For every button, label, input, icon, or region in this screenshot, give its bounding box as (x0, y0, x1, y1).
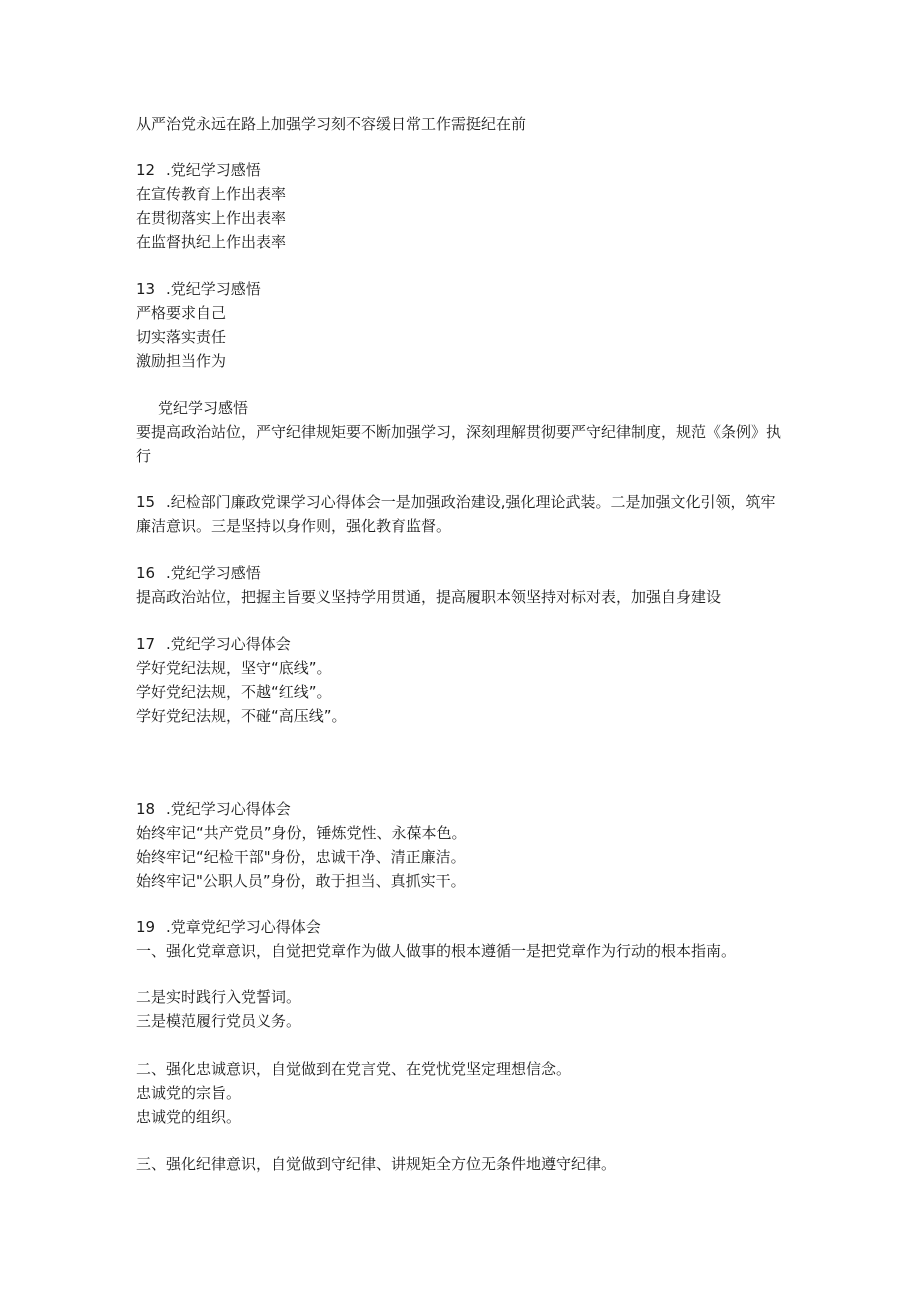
tail-line-1: 一、强化党章意识，自觉把党章作为做人做事的根本遵循一是把党章作为行动的根本指南。 (136, 942, 737, 960)
section-14-heading (158, 396, 248, 420)
section-14-paragraph: 要提高政治站位，严守纪律规矩要不断加强学习，深刻理解贯彻要严守纪律制度，规范《条例》执行 (136, 423, 782, 465)
section-18-heading (136, 797, 291, 821)
section-17-line-2: 学好党纪法规，不越“红线”。 (136, 683, 332, 701)
section-number: 16 (136, 564, 156, 582)
section-12-line-3: 在监督执纪上作出表率 (136, 233, 287, 251)
section-title: 党纪学习感悟 (158, 399, 249, 417)
section-number: 13 (136, 280, 156, 298)
section-title: .党纪学习感悟 (166, 161, 261, 179)
section-title: .党纪学习感悟 (166, 280, 261, 298)
section-title: .党纪学习心得体会 (166, 635, 291, 653)
tail-line-7: 三、强化纪律意识，自觉做到守纪律、讲规矩全方位无条件地遵守纪律。 (136, 1155, 617, 1173)
document-header: 从严治党永远在路上加强学习刻不容缓日常工作需挺纪在前 (136, 115, 527, 133)
tail-line-6: 忠诚党的组织。 (136, 1108, 242, 1126)
section-number: 17 (136, 635, 156, 653)
section-12-line-2: 在贯彻落实上作出表率 (136, 209, 287, 227)
section-number: 15 (136, 493, 156, 511)
section-12-line-1: 在宣传教育上作出表率 (136, 185, 287, 203)
tail-line-2: 二是实时践行入党誓词。 (136, 988, 302, 1006)
section-17-line-3: 学好党纪法规，不碰“高压线”。 (136, 707, 347, 725)
section-16-line-1: 提高政治站位，把握主旨要义坚持学用贯通，提高履职本领坚持对标对表，加强自身建设 (136, 588, 722, 606)
tail-line-5: 忠诚党的宗旨。 (136, 1084, 242, 1102)
section-15-paragraph (136, 490, 784, 538)
section-18-line-1: 始终牢记“共产党员”身份，锤炼党性、永葆本色。 (136, 824, 467, 842)
section-title: .纪检部门廉政党课学习心得体会一是加强政治建设,强化理论武装。二是加强文化引领，筑牢廉洁意识。三是坚持以身作则，强化教育监督。 (136, 493, 776, 535)
section-title: .党纪学习感悟 (166, 564, 261, 582)
section-number: 18 (136, 800, 156, 818)
section-13-heading (136, 277, 261, 301)
section-18-line-3: 始终牢记"公职人员”身份，敢于担当、真抓实干。 (136, 872, 466, 890)
section-title: .党纪学习心得体会 (166, 800, 291, 818)
section-17-heading (136, 632, 291, 656)
section-number: 19 (136, 918, 156, 936)
tail-line-3: 三是模范履行党员义务。 (136, 1012, 302, 1030)
section-13-line-3: 激励担当作为 (136, 352, 227, 370)
section-12-heading (136, 158, 261, 182)
section-16-heading (136, 561, 261, 585)
section-13-line-1: 严格要求自己 (136, 304, 227, 322)
section-18-line-2: 始终牢记“纪检干部"身份，忠诚干净、清正廉洁。 (136, 848, 466, 866)
section-title: .党章党纪学习心得体会 (166, 918, 321, 936)
section-17-line-1: 学好党纪法规，坚守“底线”。 (136, 659, 332, 677)
tail-line-4: 二、强化忠诚意识，自觉做到在党言党、在党忧党坚定理想信念。 (136, 1060, 572, 1078)
section-number: 12 (136, 161, 156, 179)
section-19-heading (136, 915, 321, 939)
section-13-line-2: 切实落实责任 (136, 328, 227, 346)
